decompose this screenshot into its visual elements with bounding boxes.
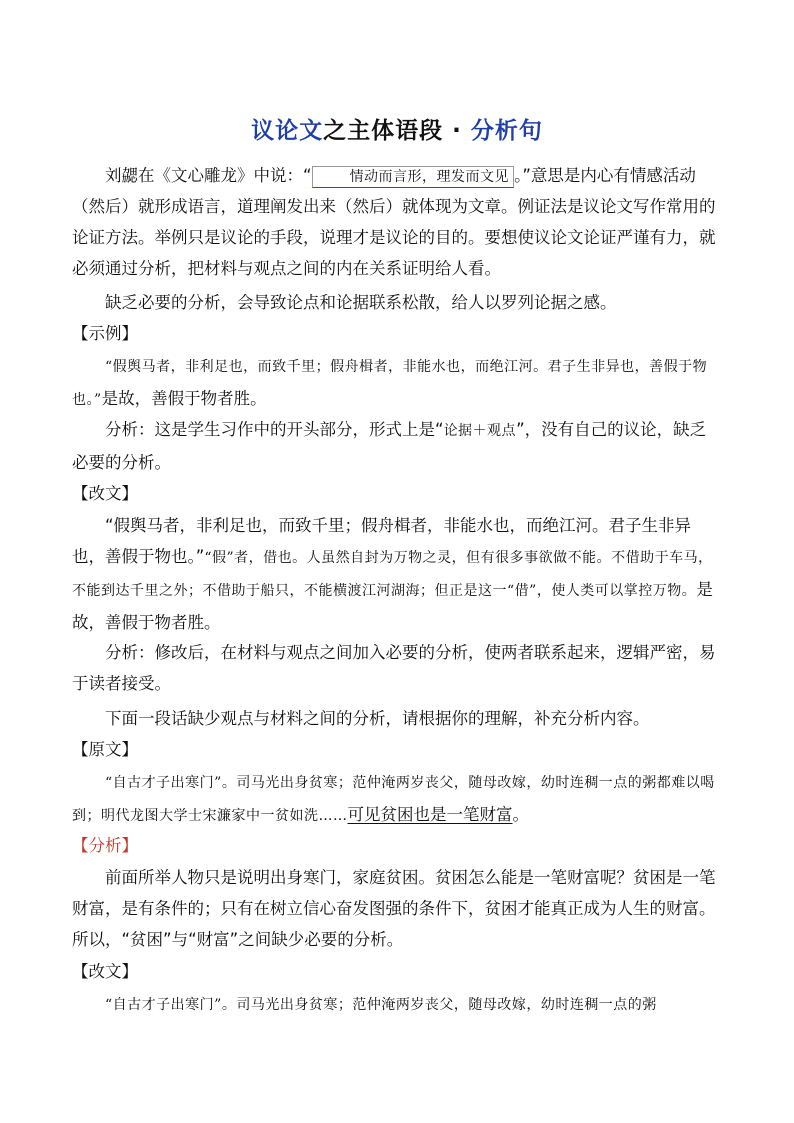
intro-paragraph-1: 刘勰在《文心雕龙》中说：“ 情动而言形，理发而文见 。”意思是内心有情感活动（然后）就形成语言，道理阐发出来（然后）就体现为文章。例证法是议论文写作常用的论证方法。举例只是议论的手段，说理才是议论的目的。要想使议论文论证严谨有力，就必须通过分析，把材料与观点之间的内在关系证明给人看。	[72, 166, 716, 278]
task-instruction: 下面一段话缺少观点与材料之间的分析，请根据你的理解，补充分析内容。	[105, 709, 650, 728]
title-part-2: 之主体语段 ·	[323, 118, 471, 144]
intro-paragraph-2: 缺乏必要的分析，会导致论点和论据联系松散，给人以罗列论据之感。	[105, 293, 617, 312]
underlined-claim: 可见贫困也是一笔财富	[347, 805, 513, 824]
example-analysis: 分析：这是学生习作中的开头部分，形式上是“论据＋观点”，没有自己的议论，缺乏必要的分析。	[72, 420, 707, 472]
revision-analysis: 分析：修改后，在材料与观点之间加入必要的分析，使两者联系起来，逻辑严密，易于读者接受。	[72, 643, 716, 693]
quote-highlight: 情动而言形，理发而文见	[312, 166, 515, 188]
example-text: “假舆马者，非利足也，而致千里；假舟楫者，非能水也，而绝江河。君子生非异也，善假于物也。”是故，善假于物者胜。	[72, 359, 708, 408]
original-text: “自古才子出寒门”。司马光出身贫寒；范仲淹两岁丧父，随母改嫁，幼时连稠一点的粥都难以喝到；明代龙图大学士宋濂家中一贫如洗……可见贫困也是一笔财富。	[72, 775, 715, 824]
analysis-label: 【分析】	[72, 836, 138, 855]
revision-text: “假舆马者，非利足也，而致千里；假舟楫者，非能水也，而绝江河。君子生非异也，善假于物也。”“假”者，借也。人虽然自封为万物之灵，但有很多事欲做不能。不借助于车马，不能到达千里之外；不借助于船只，不能横渡江河湖海；但正是这一“借”，使人类可以掌控万物。是故，善假于物者胜。	[72, 516, 713, 632]
final-revision-label: 【改文】	[72, 962, 138, 981]
example-label: 【示例】	[72, 324, 138, 343]
analysis-text: 前面所举人物只是说明出身寒门，家庭贫困。贫困怎么能是一笔财富呢？贫困是一笔财富，是有条件的；只有在树立信心奋发图强的条件下，贫困才能真正成为人生的财富。所以，“贫困”与“财富”之间缺少必要的分析。	[72, 868, 716, 949]
page-title	[0, 112, 794, 145]
final-revision-text: “自古才子出寒门”。司马光出身贫寒；范仲淹两岁丧父，随母改嫁，幼时连稠一点的粥	[105, 997, 657, 1013]
title-part-1: 议论文	[251, 118, 324, 144]
title-part-3: 分析句	[470, 118, 543, 144]
revision-label: 【改文】	[72, 484, 138, 503]
original-label: 【原文】	[72, 740, 138, 759]
